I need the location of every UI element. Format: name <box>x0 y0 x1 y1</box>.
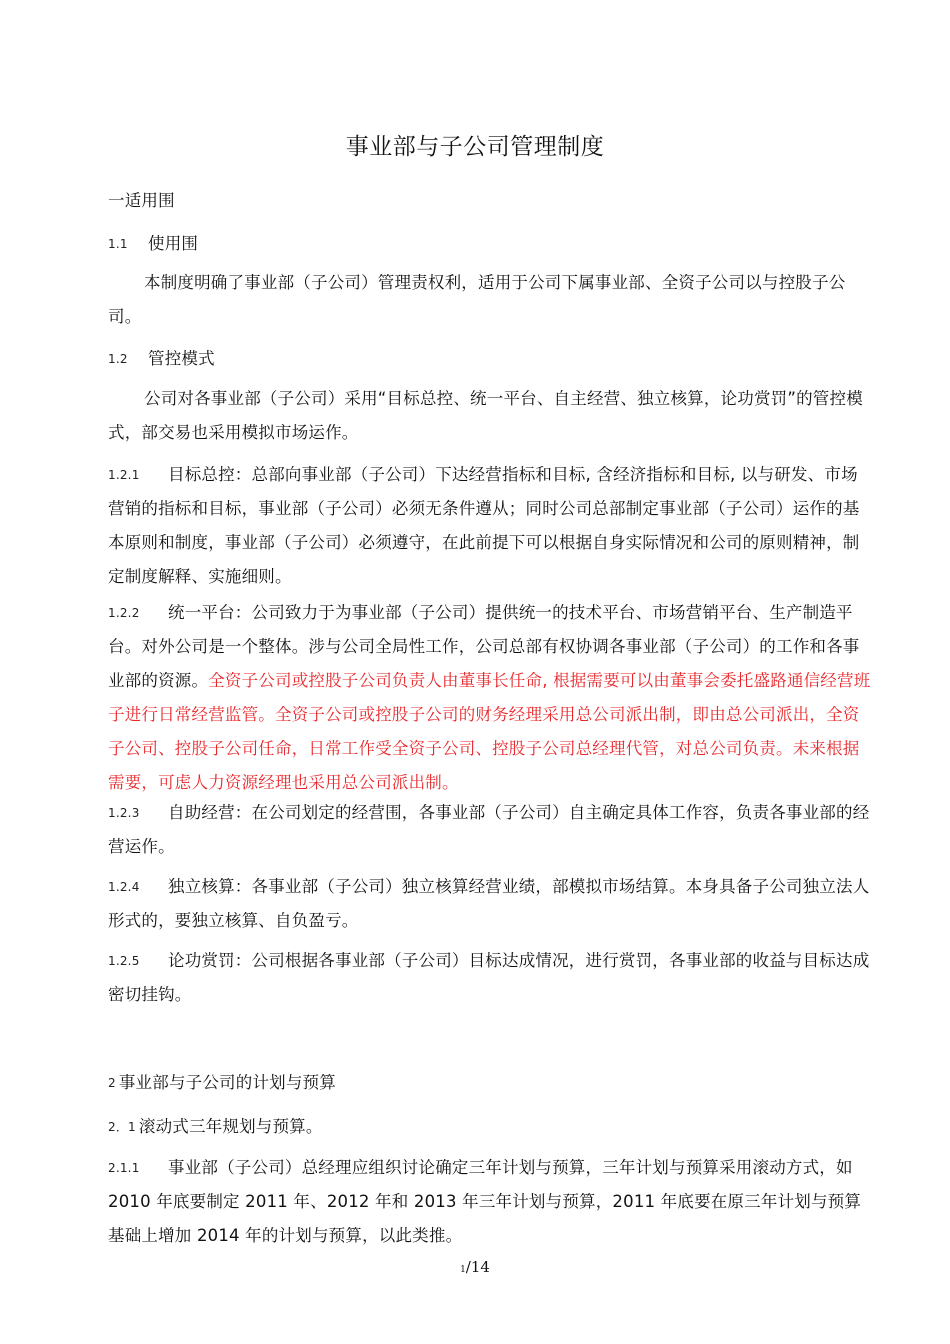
clause-1-2-3 <box>108 796 874 864</box>
clause-number: 2.1.1 <box>108 1161 140 1175</box>
clause-text: 目标总控：总部向事业部（子公司）下达经营指标和目标, 含经济指标和目标, 以与研发、市场营销的指标和目标，事业部（子公司）必须无条件遵从；同时公司总部制定事业部（子公司）运作的基本原则和制度，事业部（子公司）必须遵守，在此前提下可以根据自身实际情况和公司的原则精神，制定制度解释、实施细则。 <box>108 465 860 586</box>
section-number: 1.2 <box>108 352 128 366</box>
section-heading-text: 管控模式 <box>148 349 215 368</box>
document-title: 事业部与子公司管理制度 <box>345 134 605 160</box>
section-number: 2 <box>108 1076 116 1090</box>
page-total: /14 <box>465 1258 490 1276</box>
section-1-1-body: 本制度明确了事业部（子公司）管理责权利，适用于公司下属事业部、全资子公司以与控股子公司。 <box>108 273 846 326</box>
section-heading-text: 滚动式三年规划与预算。 <box>138 1117 323 1136</box>
section-number: 1.1 <box>108 237 128 251</box>
section-2-heading <box>108 1066 874 1100</box>
clause-highlight-text: 全资子公司或控股子公司负责人由董事长任命, 根据需要可以由董事会委托盛路通信经营班子进行日常经营监管。全资子公司或控股子公司的财务经理采用总公司派出制，即由总公司派出，全资子公司、控股子公司任命，日常工作受全资子公司、控股子公司总经理代管，对总公司负责。未来根据需要，可虑人力资源经理也采用总公司派出制。 <box>108 671 871 792</box>
section-number: 2．1 <box>108 1120 136 1134</box>
clause-number: 1.2.4 <box>108 880 140 894</box>
page-current: 1 <box>460 1265 466 1275</box>
section-heading-text: 使用围 <box>148 234 199 253</box>
clause-text: 独立核算：各事业部（子公司）独立核算经营业绩，部模拟市场结算。本身具备子公司独立法人形式的，要独立核算、自负盈亏。 <box>108 877 870 930</box>
section-1-2-body: 公司对各事业部（子公司）采用“目标总控、统一平台、自主经营、独立核算，论功赏罚”的管控模式，部交易也采用模拟市场运作。 <box>108 389 863 442</box>
section-1-heading: 一适用围 <box>108 191 175 210</box>
clause-text: 统一平台：公司致力于为事业部（子公司）提供统一的技术平台、市场营销平台、生产制造平台。对外公司是一个整体。涉与公司全局性工作，公司总部有权协调各事业部（子公司）的工作和各事业部的资源。 <box>108 603 860 690</box>
clause-1-2-5 <box>108 944 874 1012</box>
clause-number: 1.2.3 <box>108 806 140 820</box>
clause-number: 1.2.1 <box>108 468 140 482</box>
clause-1-2-1 <box>108 458 874 594</box>
section-1-2-heading <box>108 342 874 376</box>
clause-number: 1.2.5 <box>108 954 140 968</box>
clause-text: 事业部（子公司）总经理应组织讨论确定三年计划与预算，三年计划与预算采用滚动方式，如 2010 年底要制定 2011 年、2012 年和 2013 年三年计划与预算，2011 年底要在原三年计划与预算基础上增加 2014 年的计划与预算，以此类推。 <box>108 1158 862 1245</box>
clause-1-2-2 <box>108 596 874 800</box>
clause-text: 论功赏罚：公司根据各事业部（子公司）目标达成情况，进行赏罚，各事业部的收益与目标达成密切挂钩。 <box>108 951 870 1004</box>
section-2-1-heading <box>108 1110 874 1144</box>
page-number <box>0 1258 950 1276</box>
section-1-1-heading <box>108 227 874 261</box>
clause-1-2-4 <box>108 870 874 938</box>
clause-text: 自助经营：在公司划定的经营围，各事业部（子公司）自主确定具体工作容，负责各事业部的经营运作。 <box>108 803 870 856</box>
section-heading-text: 事业部与子公司的计划与预算 <box>118 1073 336 1092</box>
clause-number: 1.2.2 <box>108 606 140 620</box>
clause-2-1-1 <box>108 1151 874 1253</box>
